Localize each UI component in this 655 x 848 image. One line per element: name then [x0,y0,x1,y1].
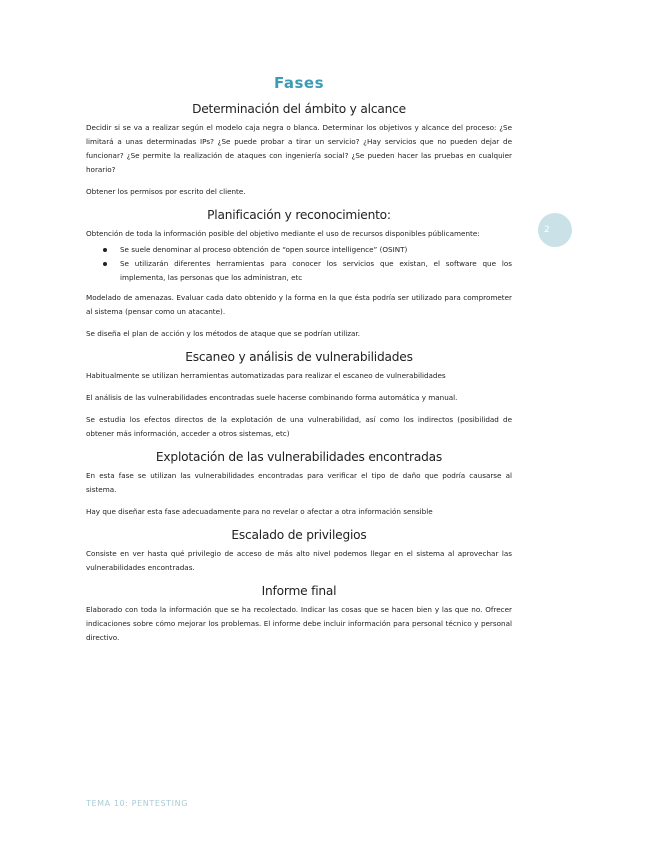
page-content [86,73,512,653]
bullet-icon [103,262,107,266]
paragraph: En esta fase se utilizan las vulnerabilidades encontradas para verificar el tipo de daño que podría causarse al sistema. [86,471,512,494]
list-item [120,243,512,257]
section-planificacion [86,207,512,341]
paragraph: Consiste en ver hasta qué privilegio de acceso de más alto nivel podemos llegar en el sistema al aprovechar las vulnerabilidades encontradas. [86,549,512,572]
section-escaneo [86,349,512,441]
section-heading: Escaneo y análisis de vulnerabilidades [185,350,413,364]
section-heading: Informe final [261,584,337,598]
page-number-badge: 2 [538,213,572,247]
section-heading: Escalado de privilegios [231,528,367,542]
bullet-icon [103,248,107,252]
section-heading: Planificación y reconocimiento: [207,208,391,222]
paragraph: Se diseña el plan de acción y los métodos de ataque que se podrían utilizar. [86,329,360,338]
paragraph: Obtención de toda la información posible del objetivo mediante el uso de recursos disponibles públicamente: [86,229,480,238]
section-heading: Explotación de las vulnerabilidades encontradas [155,450,443,464]
page-footer: TEMA 10: PENTESTING [86,799,188,808]
section-explotacion [86,449,512,519]
page-title: Fases [273,74,325,92]
section-ambito [86,101,512,199]
paragraph: El análisis de las vulnerabilidades encontradas suele hacerse combinando forma automática y manual. [86,393,458,402]
paragraph: Modelado de amenazas. Evaluar cada dato obtenido y la forma en la que ésta podría ser utilizado para comprometer al sistema (pensar como un atacante). [86,293,512,316]
paragraph: Hay que diseñar esta fase adecuadamente para no revelar o afectar a otra información sensible [86,507,433,516]
paragraph: Habitualmente se utilizan herramientas automatizadas para realizar el escaneo de vulnerabilidades [86,371,446,380]
section-heading: Determinación del ámbito y alcance [192,102,406,116]
paragraph: Obtener los permisos por escrito del cliente. [86,187,246,196]
list-item-text: Se suele denominar al proceso obtención de “open source intelligence” (OSINT) [120,245,408,254]
paragraph: Decidir si se va a realizar según el modelo caja negra o blanca. Determinar los objetivos y alcance del proceso: ¿Se limitará a unas determinadas IPs? ¿Se puede probar a tirar un servicio? ¿Hay servicios que no pueden dejar de funcionar? ¿Se permite la realización de ataques con ingeniería social? ¿Se pueden hacer las pruebas en cualquier horario? [86,123,512,174]
bullet-list [86,243,512,285]
list-item-text: Se utilizarán diferentes herramientas para conocer los servicios que existan, el software que los implementa, las personas que los administran, etc [120,259,512,282]
section-escalado [86,527,512,575]
list-item [120,257,512,285]
paragraph: Elaborado con toda la información que se ha recolectado. Indicar las cosas que se hacen bien y las que no. Ofrecer indicaciones sobre cómo mejorar los problemas. El informe debe incluir información para personal técnico y personal directivo. [86,605,512,642]
paragraph: Se estudia los efectos directos de la explotación de una vulnerabilidad, así como los indirectos (posibilidad de obtener más información, acceder a otros sistemas, etc) [86,415,512,438]
section-informe [86,583,512,645]
